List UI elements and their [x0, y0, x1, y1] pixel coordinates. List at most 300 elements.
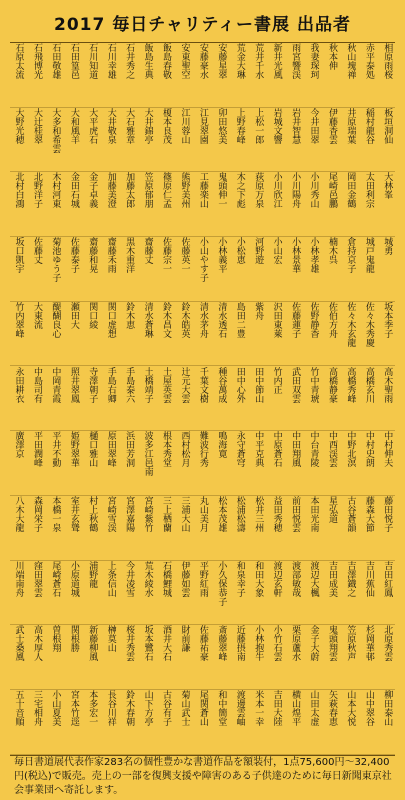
- exhibitor-name-text: 菊池ゆう子: [50, 237, 61, 283]
- exhibitor-name-text: 金子卓義: [87, 172, 98, 209]
- exhibitor-name: [323, 172, 339, 236]
- exhibitor-name: [287, 690, 303, 754]
- exhibitor-name: [213, 496, 229, 560]
- exhibitor-name-text: 田中心外: [234, 366, 245, 403]
- exhibitor-name-text: 桜井秀雲: [124, 625, 135, 662]
- exhibitor-name-text: 黒木重洋: [124, 237, 135, 274]
- exhibitor-name-text: 渡辺玄軒: [271, 560, 282, 597]
- exhibitor-name-text: 永田耕衣: [13, 366, 24, 403]
- exhibitor-name: [250, 690, 266, 754]
- exhibitor-name: [194, 302, 210, 366]
- exhibitor-name-text: 三上栖蘭: [161, 495, 171, 532]
- exhibitor-name-text: 佐藤宗一: [161, 237, 171, 274]
- exhibitor-name-text: 曽根翔: [50, 625, 61, 653]
- exhibitor-name-text: 荻原万泉: [253, 172, 264, 209]
- exhibitor-name-text: 川端南舟: [13, 560, 24, 597]
- exhibitor-name: [194, 43, 210, 107]
- exhibitor-name-text: 鳴海寛: [216, 431, 227, 459]
- exhibitor-name: [65, 302, 81, 366]
- exhibitor-name: [231, 302, 247, 366]
- exhibitor-name-text: 醍醐良心: [50, 301, 61, 338]
- exhibitor-name-text: 武田双雲: [290, 366, 301, 403]
- exhibitor-name-text: 佐藤泰子: [68, 237, 79, 274]
- exhibitor-name-text: 小川陽舟: [290, 172, 301, 209]
- exhibitor-name-text: 小原道城: [68, 560, 79, 597]
- exhibitor-name-text: 石井秀之: [124, 43, 135, 79]
- exhibitor-name-text: 宮崎紫竹: [142, 495, 153, 532]
- exhibitor-name: [139, 690, 155, 754]
- exhibitor-name-text: 安藤星翠: [216, 43, 227, 79]
- exhibitor-name-text: 笠原郁朋: [142, 172, 153, 209]
- exhibitor-name-text: 板垣洞仙: [382, 107, 393, 144]
- exhibitor-name: [305, 625, 321, 689]
- exhibitor-name-text: 土屋英雲: [161, 366, 171, 403]
- exhibitor-name: [379, 431, 395, 495]
- exhibitor-name: [250, 43, 266, 107]
- exhibitor-name-text: 千葉文樹: [197, 366, 208, 403]
- exhibitor-name: [158, 367, 174, 431]
- exhibitor-name-text: 中田翔風: [290, 431, 301, 468]
- exhibitor-name-text: 杉岡華邨: [363, 625, 374, 662]
- exhibitor-name-text: 小松恵: [234, 237, 245, 265]
- exhibitor-name-text: 楠木呉: [326, 237, 337, 265]
- exhibitor-name-text: 小林義平: [216, 237, 227, 274]
- exhibitor-name-text: 佐野静香: [308, 301, 319, 338]
- exhibitor-name: [102, 561, 118, 625]
- exhibitor-name: [342, 43, 358, 107]
- exhibitor-name: [323, 108, 339, 172]
- exhibitor-name-text: 笠原秋声: [345, 625, 356, 662]
- exhibitor-name: [84, 172, 100, 236]
- exhibitor-name: [379, 108, 395, 172]
- exhibitor-name: [305, 431, 321, 495]
- exhibitor-name-text: 関口虚想: [105, 301, 116, 338]
- exhibitor-name: [10, 625, 26, 689]
- exhibitor-name-text: 柳田泰山: [382, 690, 393, 726]
- exhibitor-name: [47, 43, 63, 107]
- exhibitor-name-text: 榊莫山: [105, 625, 116, 653]
- exhibitor-name: [268, 690, 284, 754]
- exhibitor-name: [139, 43, 155, 107]
- exhibitor-name: [65, 237, 81, 301]
- exhibitor-name-text: 大平虎石: [87, 107, 98, 144]
- exhibitor-name-text: 小山夏美: [50, 690, 61, 726]
- exhibitor-name: [121, 108, 137, 172]
- exhibitor-name: [250, 172, 266, 236]
- exhibitor-name-text: 岩井智慧: [290, 107, 301, 144]
- exhibitor-name-text: 竹内翠峰: [13, 301, 24, 338]
- exhibitor-name: [102, 302, 118, 366]
- exhibitor-name-text: 加藤美澄: [105, 172, 116, 209]
- exhibitor-name: [10, 690, 26, 754]
- exhibitor-name-text: 藤森大節: [363, 495, 374, 532]
- exhibitor-name-text: 城戸鬼龍: [363, 237, 374, 274]
- exhibitor-name-text: 山田太虚: [308, 690, 319, 726]
- name-row: [10, 690, 395, 755]
- exhibitor-name-text: 渡部敏哉: [290, 560, 301, 597]
- exhibitor-name: [250, 625, 266, 689]
- exhibitor-name: [158, 431, 174, 495]
- exhibitor-name-text: 篠原仁孟: [161, 172, 171, 209]
- exhibitor-name: [84, 431, 100, 495]
- exhibitor-name-text: 今井田翠: [308, 107, 319, 144]
- exhibitor-name-text: 石田敬雄: [50, 43, 61, 79]
- exhibitor-name-text: 宮崎雪渓: [105, 495, 116, 532]
- exhibitor-name-text: 小久保恭子: [216, 560, 227, 606]
- exhibitor-name-text: 大石雅章: [124, 107, 135, 144]
- exhibitor-name: [65, 108, 81, 172]
- exhibitor-name: [139, 496, 155, 560]
- exhibitor-name-text: 吉田紅鳳: [382, 560, 393, 597]
- exhibitor-name: [250, 367, 266, 431]
- exhibitor-name: [379, 561, 395, 625]
- exhibitor-name: [360, 625, 376, 689]
- exhibitor-name-text: 中岡青霞: [50, 366, 61, 403]
- exhibitor-name: [158, 496, 174, 560]
- exhibitor-name-text: 大井敬泉: [105, 107, 116, 144]
- exhibitor-name: [47, 625, 63, 689]
- exhibitor-name-text: 紫舟: [253, 301, 264, 320]
- exhibitor-name-text: 清水透石: [216, 301, 227, 338]
- exhibitor-name-text: 中村伸夫: [382, 431, 393, 468]
- exhibitor-name-text: 窪田翠雲: [31, 560, 42, 597]
- exhibitor-name-text: 浜田芳洞: [124, 431, 135, 468]
- exhibitor-name-text: 鈴木春朝: [124, 690, 135, 726]
- exhibitor-name-text: 雨宮響渓: [290, 43, 301, 79]
- exhibitor-name: [231, 496, 247, 560]
- exhibitor-name-text: 山本大悦: [345, 690, 356, 726]
- exhibitor-name-text: 関口綾: [87, 301, 98, 329]
- exhibitor-name-text: 新井光風: [271, 43, 282, 79]
- exhibitor-name-text: 松本茂雄: [216, 495, 227, 532]
- exhibitor-name: [360, 561, 376, 625]
- exhibitor-name: [158, 625, 174, 689]
- exhibitor-name: [158, 43, 174, 107]
- exhibitor-name: [287, 302, 303, 366]
- exhibitor-name-text: 木之下彪: [234, 172, 245, 209]
- exhibitor-name: [305, 237, 321, 301]
- exhibitor-name: [287, 172, 303, 236]
- exhibitor-name: [28, 237, 44, 301]
- exhibitor-name: [10, 43, 26, 107]
- exhibitor-name: [84, 496, 100, 560]
- exhibitor-name-text: 大多和希雲: [50, 107, 61, 153]
- exhibitor-name-text: 米本一幸: [253, 690, 264, 726]
- exhibitor-name: [84, 561, 100, 625]
- exhibitor-name-text: 中平克典: [253, 431, 264, 468]
- exhibitor-name: [121, 302, 137, 366]
- exhibitor-name: [231, 690, 247, 754]
- exhibitor-name: [47, 108, 63, 172]
- exhibitor-name-text: 尾崎蒼石: [50, 560, 61, 597]
- exhibitor-name-text: 工藤楽山: [197, 172, 208, 209]
- exhibitor-name: [231, 108, 247, 172]
- exhibitor-name: [10, 172, 26, 236]
- exhibitor-name: [323, 367, 339, 431]
- exhibitor-name: [139, 172, 155, 236]
- name-row: [10, 625, 395, 690]
- exhibitor-name: [342, 237, 358, 301]
- exhibitor-name: [194, 496, 210, 560]
- exhibitor-name-text: 土橋靖子: [142, 366, 153, 403]
- exhibitor-name-text: 石川幸雄: [105, 43, 116, 79]
- exhibitor-name-text: 伊藤如雲: [179, 560, 190, 597]
- exhibitor-name: [10, 496, 26, 560]
- exhibitor-name: [84, 108, 100, 172]
- exhibitor-name: [213, 367, 229, 431]
- exhibitor-name-text: 小林抱牛: [253, 625, 264, 662]
- exhibitor-name: [194, 367, 210, 431]
- exhibitor-name: [342, 367, 358, 431]
- exhibitor-name-text: 宮本竹逕: [68, 690, 79, 726]
- exhibitor-name: [268, 625, 284, 689]
- exhibitor-name-text: 上条信山: [105, 560, 116, 597]
- exhibitor-name-text: 高橋静豪: [326, 366, 337, 403]
- exhibitor-name-text: 齋藤和晃: [87, 237, 98, 274]
- exhibitor-name-text: 中村史朗: [363, 431, 374, 468]
- exhibitor-name-text: 森岡栄子: [31, 495, 42, 532]
- exhibitor-name: [121, 561, 137, 625]
- name-row: [10, 302, 395, 367]
- exhibitor-name: [379, 690, 395, 754]
- exhibitor-name: [10, 302, 26, 366]
- exhibitor-name-text: 平田潤峰: [31, 431, 42, 468]
- exhibitor-name: [121, 367, 137, 431]
- exhibitor-name: [360, 237, 376, 301]
- exhibitor-name: [158, 302, 174, 366]
- exhibitor-name: [47, 367, 63, 431]
- exhibitor-name: [360, 302, 376, 366]
- exhibitor-name: [305, 108, 321, 172]
- exhibitor-name: [379, 367, 395, 431]
- exhibitor-name-text: 波多江邑南: [142, 431, 153, 477]
- exhibitor-name-text: 加藤太郎: [124, 172, 135, 209]
- exhibitor-name-text: 大東流: [31, 301, 42, 329]
- exhibitor-name: [139, 561, 155, 625]
- exhibitor-name: [84, 237, 100, 301]
- exhibitor-name: [65, 561, 81, 625]
- exhibitor-name-text: 田中節山: [253, 366, 264, 403]
- exhibitor-name-text: 尾関蒼山: [197, 690, 208, 726]
- exhibitor-name-text: 西村松月: [179, 431, 190, 468]
- exhibitor-name: [250, 496, 266, 560]
- exhibitor-name-text: 丸山美月: [197, 495, 208, 532]
- exhibitor-name-text: 宮澤嘉陽: [124, 495, 135, 532]
- exhibitor-name: [121, 625, 137, 689]
- exhibitor-name-text: 武士桑風: [13, 625, 24, 662]
- exhibitor-name: [176, 367, 192, 431]
- exhibitor-name: [176, 561, 192, 625]
- exhibitor-name: [342, 431, 358, 495]
- exhibitor-name-text: 吉田大陸: [271, 690, 282, 726]
- exhibitor-name-text: 坂本季子: [382, 301, 393, 338]
- exhibitor-name-text: 新藤柳風: [87, 625, 98, 662]
- exhibitor-name-text: 三宅相舟: [31, 690, 42, 726]
- exhibitor-name-text: 岡田金鶴: [345, 172, 356, 209]
- exhibitor-name: [47, 431, 63, 495]
- exhibitor-name-text: 吉川蕉仙: [363, 560, 374, 597]
- exhibition-note: 毎日書道展代表作家283名の個性豊かな書道作品を額装付，1点75,600円〜32,400円(税込)で販売。売上の一部を復興支援や障害のある子供達のために毎日新聞東京社会事業団へ寄託します。: [14, 757, 392, 796]
- exhibitor-name-text: 松井三州: [253, 495, 264, 532]
- exhibitor-name: [10, 108, 26, 172]
- exhibitor-name-text: 上野春峰: [234, 107, 245, 144]
- exhibitor-name-text: 今井凌雪: [124, 560, 135, 597]
- exhibitor-name-text: 鈴木恵: [124, 301, 135, 329]
- exhibitor-name-text: 秋本伸: [326, 43, 337, 70]
- exhibitor-name: [305, 302, 321, 366]
- exhibitor-name: [65, 690, 81, 754]
- exhibitor-name: [176, 625, 192, 689]
- exhibitor-name: [176, 43, 192, 107]
- exhibitor-name-text: 坂本鷺石: [142, 625, 153, 662]
- exhibitor-name-text: 永守蒼穹: [234, 431, 245, 468]
- exhibitor-name: [194, 237, 210, 301]
- exhibitor-name: [379, 172, 395, 236]
- exhibitor-name-text: 小竹石雲: [271, 625, 282, 662]
- exhibitor-name: [139, 108, 155, 172]
- exhibitor-name: [10, 561, 26, 625]
- exhibitor-name-text: 根本秀堂: [161, 431, 171, 468]
- exhibitor-name-text: 竹中青琥: [308, 366, 319, 403]
- exhibitor-name-text: 渡邊雲岫: [234, 690, 245, 726]
- exhibitor-name: [194, 690, 210, 754]
- exhibitor-name-text: 大井錦亭: [142, 107, 153, 144]
- exhibitor-name: [84, 367, 100, 431]
- exhibitor-name: [139, 367, 155, 431]
- exhibitor-name-text: 高橋秀峰: [345, 366, 356, 403]
- exhibitor-name: [213, 108, 229, 172]
- exhibitor-name: [28, 431, 44, 495]
- exhibitor-name: [10, 367, 26, 431]
- exhibitor-name: [379, 302, 395, 366]
- exhibitor-name-text: 平井不動: [50, 431, 61, 468]
- exhibitor-name-text: 本多宏一: [87, 690, 98, 726]
- exhibitor-name-text: 本田光南: [308, 495, 319, 532]
- exhibitor-name: [231, 172, 247, 236]
- exhibitor-name-text: 照井翠鳳: [68, 366, 79, 403]
- exhibitor-name: [323, 690, 339, 754]
- exhibitor-name-text: 松浦松濤: [234, 495, 245, 532]
- exhibitor-name: [323, 43, 339, 107]
- exhibitor-name-text: 北原秀雲: [382, 625, 393, 662]
- exhibitor-name: [194, 625, 210, 689]
- exhibitor-name: [102, 43, 118, 107]
- exhibitor-name-text: 相原雨桜: [382, 43, 393, 79]
- exhibitor-name-text: 小川秀山: [308, 172, 319, 209]
- exhibitor-name: [287, 431, 303, 495]
- exhibitor-name: [28, 367, 44, 431]
- exhibitor-name-text: 中西渓雲: [326, 431, 337, 468]
- exhibitor-name: [47, 237, 63, 301]
- exhibitor-name: [305, 561, 321, 625]
- exhibitor-name-text: 手島泰六: [124, 366, 135, 403]
- exhibitor-name-text: 渡辺大楓: [308, 560, 319, 597]
- exhibitor-name: [287, 367, 303, 431]
- exhibitor-name: [194, 108, 210, 172]
- exhibitor-name: [360, 367, 376, 431]
- exhibitor-name: [305, 690, 321, 754]
- exhibitor-name-text: 清水蒼琳: [142, 301, 153, 338]
- exhibitor-name: [28, 561, 44, 625]
- exhibitor-name-text: 北野洋子: [31, 172, 42, 209]
- exhibitor-name-text: 瀬田大: [68, 301, 79, 329]
- exhibitor-name-text: 和中簡堂: [216, 690, 227, 726]
- exhibitor-name: [47, 561, 63, 625]
- exhibitor-name: [213, 561, 229, 625]
- exhibitor-name: [102, 237, 118, 301]
- exhibitor-name-text: 石川知道: [87, 43, 98, 79]
- exhibitor-name-text: 原田翠峰: [105, 431, 116, 468]
- exhibitor-name: [231, 561, 247, 625]
- exhibitor-name-text: 鈴木皓英: [179, 301, 190, 338]
- exhibitor-name: [65, 172, 81, 236]
- exhibitor-name: [176, 496, 192, 560]
- exhibitor-name: [102, 108, 118, 172]
- exhibitor-name-text: 小川欣江: [271, 172, 282, 209]
- exhibitor-name: [379, 496, 395, 560]
- exhibitor-name: [342, 561, 358, 625]
- exhibitor-name: [360, 431, 376, 495]
- exhibitor-name: [213, 625, 229, 689]
- exhibitor-name-text: 倉持京子: [345, 237, 356, 274]
- exhibitor-name: [158, 561, 174, 625]
- exhibitor-name-text: 益田秀穂: [271, 495, 282, 532]
- exhibitor-name-text: 佐藤蓮子: [290, 301, 301, 338]
- exhibitor-name: [268, 496, 284, 560]
- exhibitor-name-text: 伊藤香雲: [326, 107, 337, 144]
- exhibitor-name: [342, 302, 358, 366]
- exhibitor-name: [139, 302, 155, 366]
- exhibitor-name-text: 我妻琛珂: [308, 43, 319, 79]
- exhibitor-name-text: 平野紅雨: [197, 560, 208, 597]
- exhibitor-name: [213, 690, 229, 754]
- exhibitor-name: [102, 431, 118, 495]
- exhibitor-name-text: 島田二豊: [234, 301, 245, 338]
- exhibitor-name-text: 金子大蔚: [308, 625, 319, 662]
- name-row: [10, 237, 395, 302]
- exhibitor-name-text: 荒金大琳: [234, 43, 245, 79]
- exhibitor-name-text: 前田悦雲: [290, 495, 301, 532]
- exhibitor-name-text: 浦野龍: [87, 560, 98, 588]
- exhibitor-name-text: 大野光穂: [13, 107, 24, 144]
- exhibitor-name: [342, 172, 358, 236]
- exhibitor-name: [47, 302, 63, 366]
- exhibitor-name-text: 金田石城: [68, 172, 79, 209]
- name-row: [10, 561, 395, 626]
- exhibitor-name-text: 竹内正: [271, 366, 282, 394]
- name-row: [10, 496, 395, 561]
- exhibitor-name: [139, 431, 155, 495]
- exhibitor-name-text: 古谷有子: [161, 690, 171, 726]
- exhibitor-name-text: 安東聖空: [179, 43, 190, 79]
- exhibitor-name-text: 北村白鴻: [13, 172, 24, 209]
- exhibitor-name: [28, 496, 44, 560]
- exhibitor-name: [176, 690, 192, 754]
- exhibitor-name-text: 飯島春敬: [161, 43, 171, 79]
- exhibitor-name: [305, 43, 321, 107]
- exhibitor-name-text: 中台青陵: [308, 431, 319, 468]
- exhibitor-name-text: 沢田東萊: [271, 301, 282, 338]
- exhibitor-name-text: 五十音順: [13, 690, 24, 726]
- exhibitor-name: [84, 625, 100, 689]
- exhibitor-name-text: 中原蒼石: [271, 431, 282, 468]
- name-row: [10, 108, 395, 173]
- exhibitor-name-text: 吉澤鐡之: [345, 560, 356, 597]
- exhibitor-name: [121, 43, 137, 107]
- exhibitor-name-text: 井原瑞葉: [345, 107, 356, 144]
- exhibitor-name: [28, 625, 44, 689]
- exhibitor-name: [213, 431, 229, 495]
